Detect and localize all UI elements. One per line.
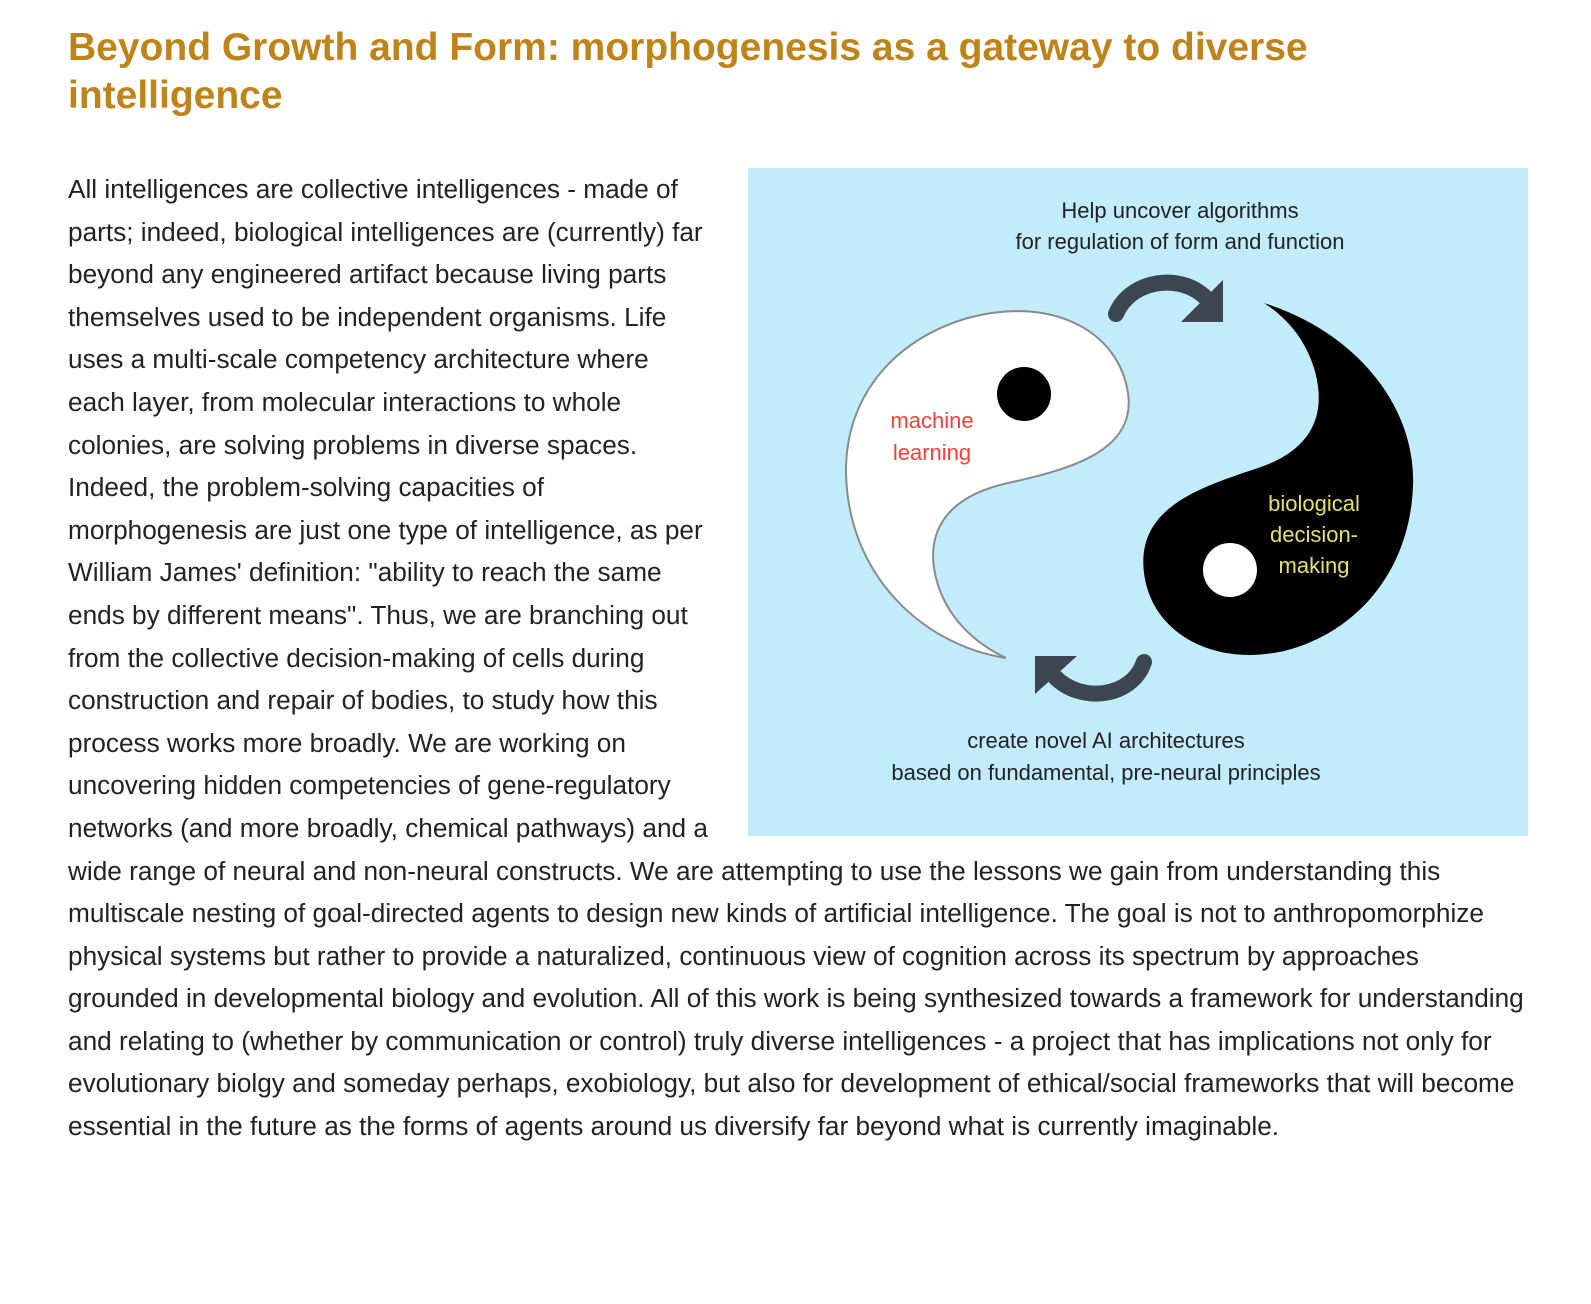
left-label-line2: learning xyxy=(892,440,972,465)
black-dot xyxy=(997,367,1051,421)
top-cycle-arrow-icon xyxy=(1116,283,1206,314)
top-caption-line2: for regulation of form and function xyxy=(1015,229,1345,254)
article xyxy=(68,24,1528,1148)
bottom-caption-line2: based on fundamental, pre-neural principles xyxy=(891,760,1321,785)
article-body xyxy=(68,168,1528,1148)
bottom-cycle-arrow-icon xyxy=(1054,662,1144,694)
right-label-line3: making xyxy=(1278,553,1350,578)
yin-yang-diagram xyxy=(748,168,1528,836)
bottom-caption-line1: create novel AI architectures xyxy=(967,728,1245,753)
right-label-line2: decision- xyxy=(1269,522,1359,547)
top-caption-line1: Help uncover algorithms xyxy=(1061,198,1299,223)
white-dot xyxy=(1203,543,1257,597)
page-title: Beyond Growth and Form: morphogenesis as a gateway to diverse intelligence xyxy=(68,26,1308,117)
black-half-shape xyxy=(1143,303,1413,655)
left-label-line1: machine xyxy=(890,408,974,433)
yin-yang-figure xyxy=(748,168,1528,836)
white-half-shape xyxy=(846,311,1129,658)
right-label-line1: biological xyxy=(1268,491,1360,516)
body-paragraph: All intelligences are collective intelligences - made of parts; indeed, biological intelligences are (currently) far beyond any engineered artifact because living parts themselves used to be independent organisms. Life uses a multi-scale competency architecture where each layer, from molecular interactions to whole colonies, are solving problems in diverse spaces. Indeed, the problem-solving capacities of morphogenesis are just one type of intelligence, as per William James' definition: "ability to reach the same ends by different means". Thus, we are branching out from the collective decision-making of cells during construction and repair of bodies, to study how this process works more broadly. We are working on uncovering hidden competencies of gene-regulatory networks (and more broadly, chemical pathways) and a wide range of neural and non-neural constructs. We are attempting to use the lessons we gain from understanding this multiscale nesting of goal-directed agents to design new kinds of artificial intelligence. The goal is not to anthropomorphize physical systems but rather to provide a naturalized, continuous view of cognition across its spectrum by approaches grounded in developmental biology and evolution. All of this work is being synthesized towards a framework for understanding and relating to (whether by communication or control) truly diverse intelligences - a project that has implications not only for evolutionary biolgy and someday perhaps, exobiology, but also for development of ethical/social frameworks that will become essential in the future as the forms of agents around us diversify far beyond what is currently imaginable. xyxy=(68,174,1524,1142)
